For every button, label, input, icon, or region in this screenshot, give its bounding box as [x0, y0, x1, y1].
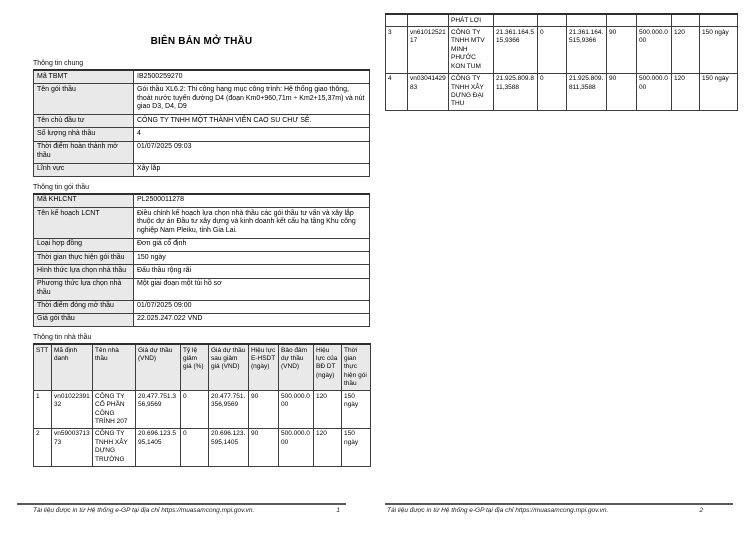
table-row [34, 238, 370, 251]
column-header: Giá dự thầu sau giảm giá (VND) [209, 344, 249, 391]
field-value: Đơn giá cố định [134, 238, 370, 251]
field-label: Tên chủ đầu tư [34, 115, 134, 128]
field-value: Đấu thầu rộng rãi [134, 265, 370, 278]
header-row [34, 344, 371, 391]
cell-guarantee: 500.000.000 [279, 391, 314, 429]
table-row [34, 313, 370, 326]
cell-price-after-discount: 21.361.164.515,9366 [567, 27, 607, 73]
column-header: STT [34, 344, 52, 391]
cell-price-after-discount: 21.925.809.811,3588 [567, 73, 607, 111]
field-value: IB2500259270 [134, 70, 370, 84]
field-label: Thời điểm đóng mở thầu [34, 300, 134, 313]
cell-guarantee-validity: 120 [314, 391, 342, 429]
section-label-package: Thông tin gói thầu [33, 183, 90, 191]
cell-guarantee-validity: 120 [672, 73, 700, 111]
package-info-table [33, 193, 370, 327]
cell-stt: 2 [34, 428, 52, 466]
cell-discount: 0 [538, 27, 567, 73]
field-label: Tên gói thầu [34, 84, 134, 115]
cell-bid-price: 20.696.123.595,1405 [136, 428, 181, 466]
cell-discount: 0 [538, 73, 567, 111]
cell-contractor-id [408, 14, 449, 27]
field-label: Hình thức lựa chọn nhà thầu [34, 265, 134, 278]
table-row [34, 208, 370, 239]
page-number: 1 [336, 507, 340, 514]
footer-source-text: Tài liệu được in từ Hệ thống e-GP tại địa chỉ https://muasamcong.mpi.gov.vn. [387, 507, 609, 514]
cell-price-after-discount: 20.477.751.356,9569 [209, 391, 249, 429]
field-value: 01/07/2025 09:03 [134, 141, 370, 163]
contractor-row [386, 73, 738, 111]
table-row [34, 84, 370, 115]
cell-bid-price [494, 14, 538, 27]
table-row [34, 300, 370, 313]
field-label: Mã KHLCNT [34, 194, 134, 208]
field-value: PL2500011278 [134, 194, 370, 208]
cell-bid-price: 20.477.751.356,9569 [136, 391, 181, 429]
field-label: Thời điểm hoàn thành mở thầu [34, 141, 134, 163]
field-value: 4 [134, 128, 370, 141]
cell-ehsdt-validity: 90 [249, 391, 279, 429]
column-header: Tên nhà thầu [93, 344, 136, 391]
cell-ehsdt-validity: 90 [607, 27, 637, 73]
cell-contractor-id: vn6101252117 [408, 27, 449, 73]
contractor-table-page1 [33, 343, 371, 467]
field-label: Lĩnh vực [34, 163, 134, 176]
field-value: 22.025.247.022 VND [134, 313, 370, 326]
contractor-row-continuation [386, 14, 738, 27]
field-label: Số lượng nhà thầu [34, 128, 134, 141]
contractor-row [34, 428, 371, 466]
cell-guarantee-validity [672, 14, 700, 27]
cell-guarantee: 500.000.000 [637, 73, 672, 111]
general-info-table [33, 69, 370, 177]
page-2 [378, 0, 756, 539]
column-header: Giá dự thầu (VND) [136, 344, 181, 391]
field-value: Một giai đoạn một túi hồ sơ [134, 278, 370, 300]
field-label: Tên kế hoạch LCNT [34, 208, 134, 239]
cell-stt: 4 [386, 73, 408, 111]
cell-discount: 0 [181, 391, 209, 429]
cell-duration: 150 ngày [342, 428, 371, 466]
cell-discount [538, 14, 567, 27]
table-row [34, 128, 370, 141]
table-row [34, 265, 370, 278]
cell-guarantee: 500.000.000 [637, 27, 672, 73]
section-label-general: Thông tin chung [33, 60, 84, 67]
cell-guarantee: 500.000.000 [279, 428, 314, 466]
cell-ehsdt-validity: 90 [607, 73, 637, 111]
field-label: Phương thức lựa chọn nhà thầu [34, 278, 134, 300]
cell-contractor-name: CÔNG TY TNHH XÂY DỰNG TRƯỜNG [93, 428, 136, 466]
contractor-row [34, 391, 371, 429]
cell-ehsdt-validity [607, 14, 637, 27]
cell-contractor-name: CÔNG TY CỔ PHẦN CÔNG TRÌNH 207 [93, 391, 136, 429]
cell-stt: 1 [34, 391, 52, 429]
contractor-table-page2 [385, 13, 738, 111]
field-label: Thời gian thực hiện gói thầu [34, 252, 134, 265]
cell-duration: 150 ngày [342, 391, 371, 429]
cell-contractor-name-continued: PHÁT LỢI [449, 14, 494, 27]
table-row [34, 278, 370, 300]
field-value: 01/07/2025 09:00 [134, 300, 370, 313]
page-1-content [33, 0, 370, 467]
page-footer [385, 503, 733, 514]
cell-contractor-name: CÔNG TY TNHH XÂY DỰNG ĐẠI THU [449, 73, 494, 111]
field-value: Xây lắp [134, 163, 370, 176]
document-title: BIÊN BẢN MỞ THẦU [150, 36, 253, 47]
field-label: Mã TBMT [34, 70, 134, 84]
contractor-row [386, 27, 738, 73]
field-value: 150 ngày [134, 252, 370, 265]
cell-price-after-discount [567, 14, 607, 27]
field-value: CÔNG TY TNHH MỘT THÀNH VIÊN CAO SU CHƯ SÊ. [134, 115, 370, 128]
table-row [34, 141, 370, 163]
cell-guarantee-validity: 120 [672, 27, 700, 73]
cell-duration [700, 14, 738, 27]
cell-duration: 150 ngày [700, 73, 738, 111]
column-header: Hiệu lực của BĐ DT (ngày) [314, 344, 342, 391]
cell-discount: 0 [181, 428, 209, 466]
column-header: Hiệu lực E-HSDT (ngày) [249, 344, 279, 391]
cell-bid-price: 21.361.164.515,9366 [494, 27, 538, 73]
page-number: 2 [699, 507, 703, 514]
cell-ehsdt-validity: 90 [249, 428, 279, 466]
cell-contractor-name: CÔNG TY TNHH MTV MINH PHƯỚC KON TUM [449, 27, 494, 73]
table-row [34, 163, 370, 176]
section-label-contractors: Thông tin nhà thầu [33, 334, 92, 341]
cell-contractor-id: vn5900371373 [52, 428, 93, 466]
cell-bid-price: 21.925.809.811,3588 [494, 73, 538, 111]
column-header: Thời gian thực hiện gói thầu [342, 344, 371, 391]
cell-guarantee [637, 14, 672, 27]
table-row [34, 194, 370, 208]
field-value: Gói thầu XL6.2: Thi công hạng mục công trình: Hệ thống giao thông, thoát nước tuyến đường D4 (đoạn Km0+960,71m ÷ Km2+15,37m) và nút giao D3, D4, D9 [134, 84, 370, 115]
cell-contractor-id: vn0102239132 [52, 391, 93, 429]
page-footer [17, 503, 346, 514]
table-row [34, 252, 370, 265]
cell-stt [386, 14, 408, 27]
cell-price-after-discount: 20.696.123.595,1405 [209, 428, 249, 466]
column-header: Mã định danh [52, 344, 93, 391]
field-label: Giá gói thầu [34, 313, 134, 326]
table-row [34, 70, 370, 84]
field-label: Loại hợp đồng [34, 238, 134, 251]
cell-guarantee-validity: 120 [314, 428, 342, 466]
cell-stt: 3 [386, 27, 408, 73]
cell-duration: 150 ngày [700, 27, 738, 73]
table-row [34, 115, 370, 128]
cell-contractor-id: vn0304142983 [408, 73, 449, 111]
footer-source-text: Tài liệu được in từ Hệ thống e-GP tại địa chỉ https://muasamcong.mpi.gov.vn. [33, 507, 255, 514]
field-value: Điều chỉnh kế hoạch lựa chọn nhà thầu các gói thầu tư vấn và xây lắp thuộc dự án Đầu tư xây dựng và kinh doanh kết cấu hạ tầng Khu công nghiệp Nam Pleiku, tỉnh Gia Lai. [134, 208, 370, 239]
column-header: Bảo đảm dự thầu (VND) [279, 344, 314, 391]
column-header: Tỷ lệ giảm giá (%) [181, 344, 209, 391]
